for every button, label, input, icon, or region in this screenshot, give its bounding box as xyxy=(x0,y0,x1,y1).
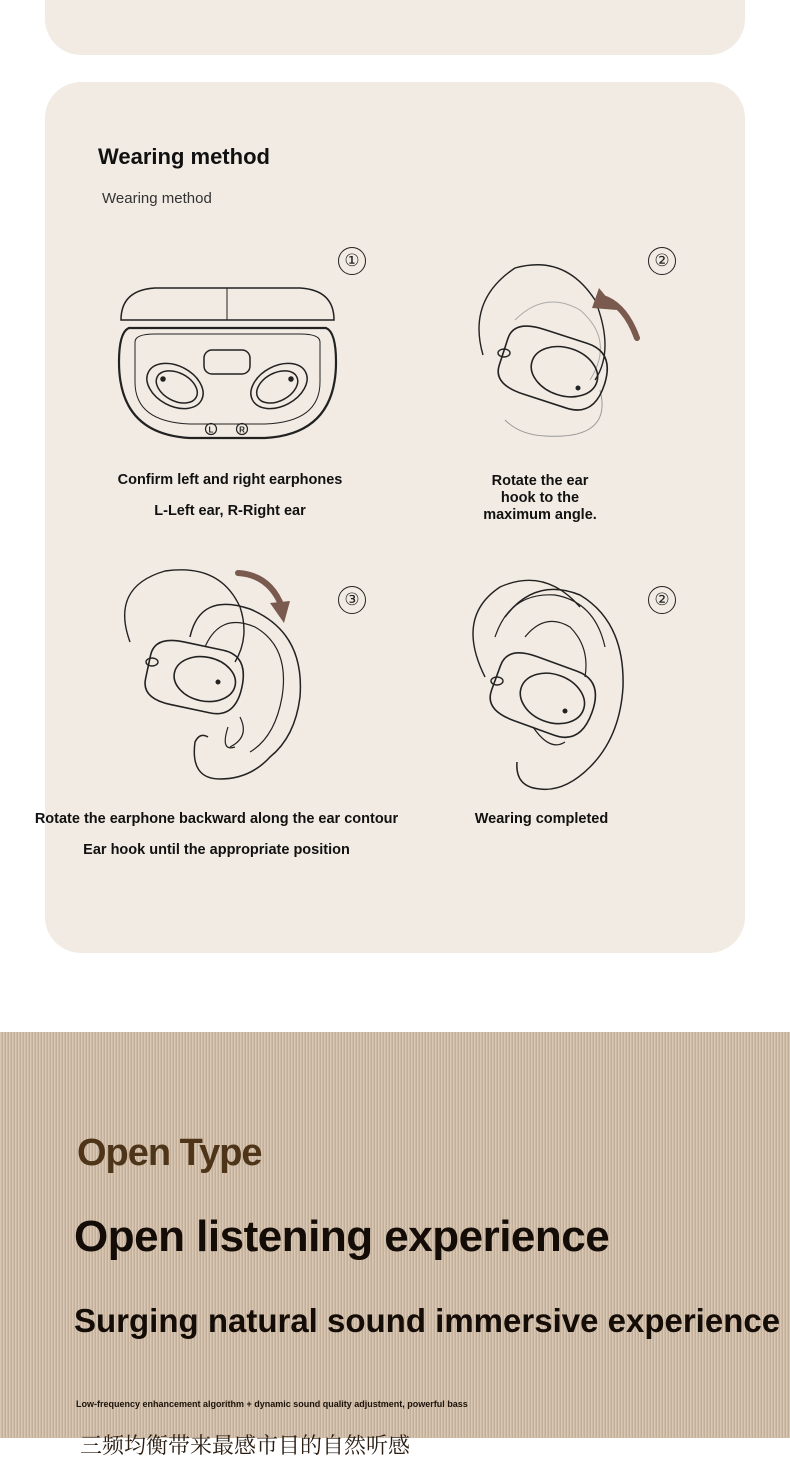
step-4-caption xyxy=(445,804,638,835)
ear-fit-illustration xyxy=(110,567,310,787)
step-3-line-2: Ear hook until the appropriate position xyxy=(83,842,350,858)
promo-headline: Open listening experience xyxy=(74,1212,610,1261)
step-1-number: ① xyxy=(338,247,366,275)
step-2-line-3: maximum angle. xyxy=(483,507,597,523)
section-subtitle: Wearing method xyxy=(102,190,212,207)
open-type-promo-section xyxy=(0,1032,790,1458)
step-3-line-1: Rotate the earphone backward along the ear contour xyxy=(34,811,399,827)
charging-case-illustration xyxy=(115,282,340,444)
ear-hook-rotate-illustration xyxy=(465,260,645,450)
step-4-number: ② xyxy=(648,586,676,614)
step-1-line-2: L-Left ear, R-Right ear xyxy=(154,503,306,519)
step-3-caption xyxy=(25,804,408,866)
step-1-line-1: Confirm left and right earphones xyxy=(117,472,343,488)
step-1-caption xyxy=(85,465,375,527)
case-right-label: R xyxy=(239,425,245,435)
step-2-line-2: hook to the xyxy=(500,490,580,506)
section-title: Wearing method xyxy=(98,144,270,169)
case-left-label: L xyxy=(208,425,214,435)
step-2-line-1: Rotate the ear xyxy=(491,473,589,489)
step-4-line-1: Wearing completed xyxy=(474,811,609,827)
step-2-caption xyxy=(445,473,635,524)
promo-subheadline: Surging natural sound immersive experience xyxy=(74,1302,781,1339)
promo-cut-off-text: 三频均衡带来最感市目的自然听感 xyxy=(80,1433,411,1458)
wearing-completed-illustration xyxy=(455,577,630,797)
previous-section-card xyxy=(45,0,745,55)
step-3-number: ③ xyxy=(338,586,366,614)
wearing-method-card xyxy=(34,82,745,953)
step-2-number: ② xyxy=(648,247,676,275)
promo-kicker: Open Type xyxy=(77,1132,262,1174)
promo-feature-text: Low-frequency enhancement algorithm + dynamic sound quality adjustment, powerful bass xyxy=(76,1399,468,1409)
